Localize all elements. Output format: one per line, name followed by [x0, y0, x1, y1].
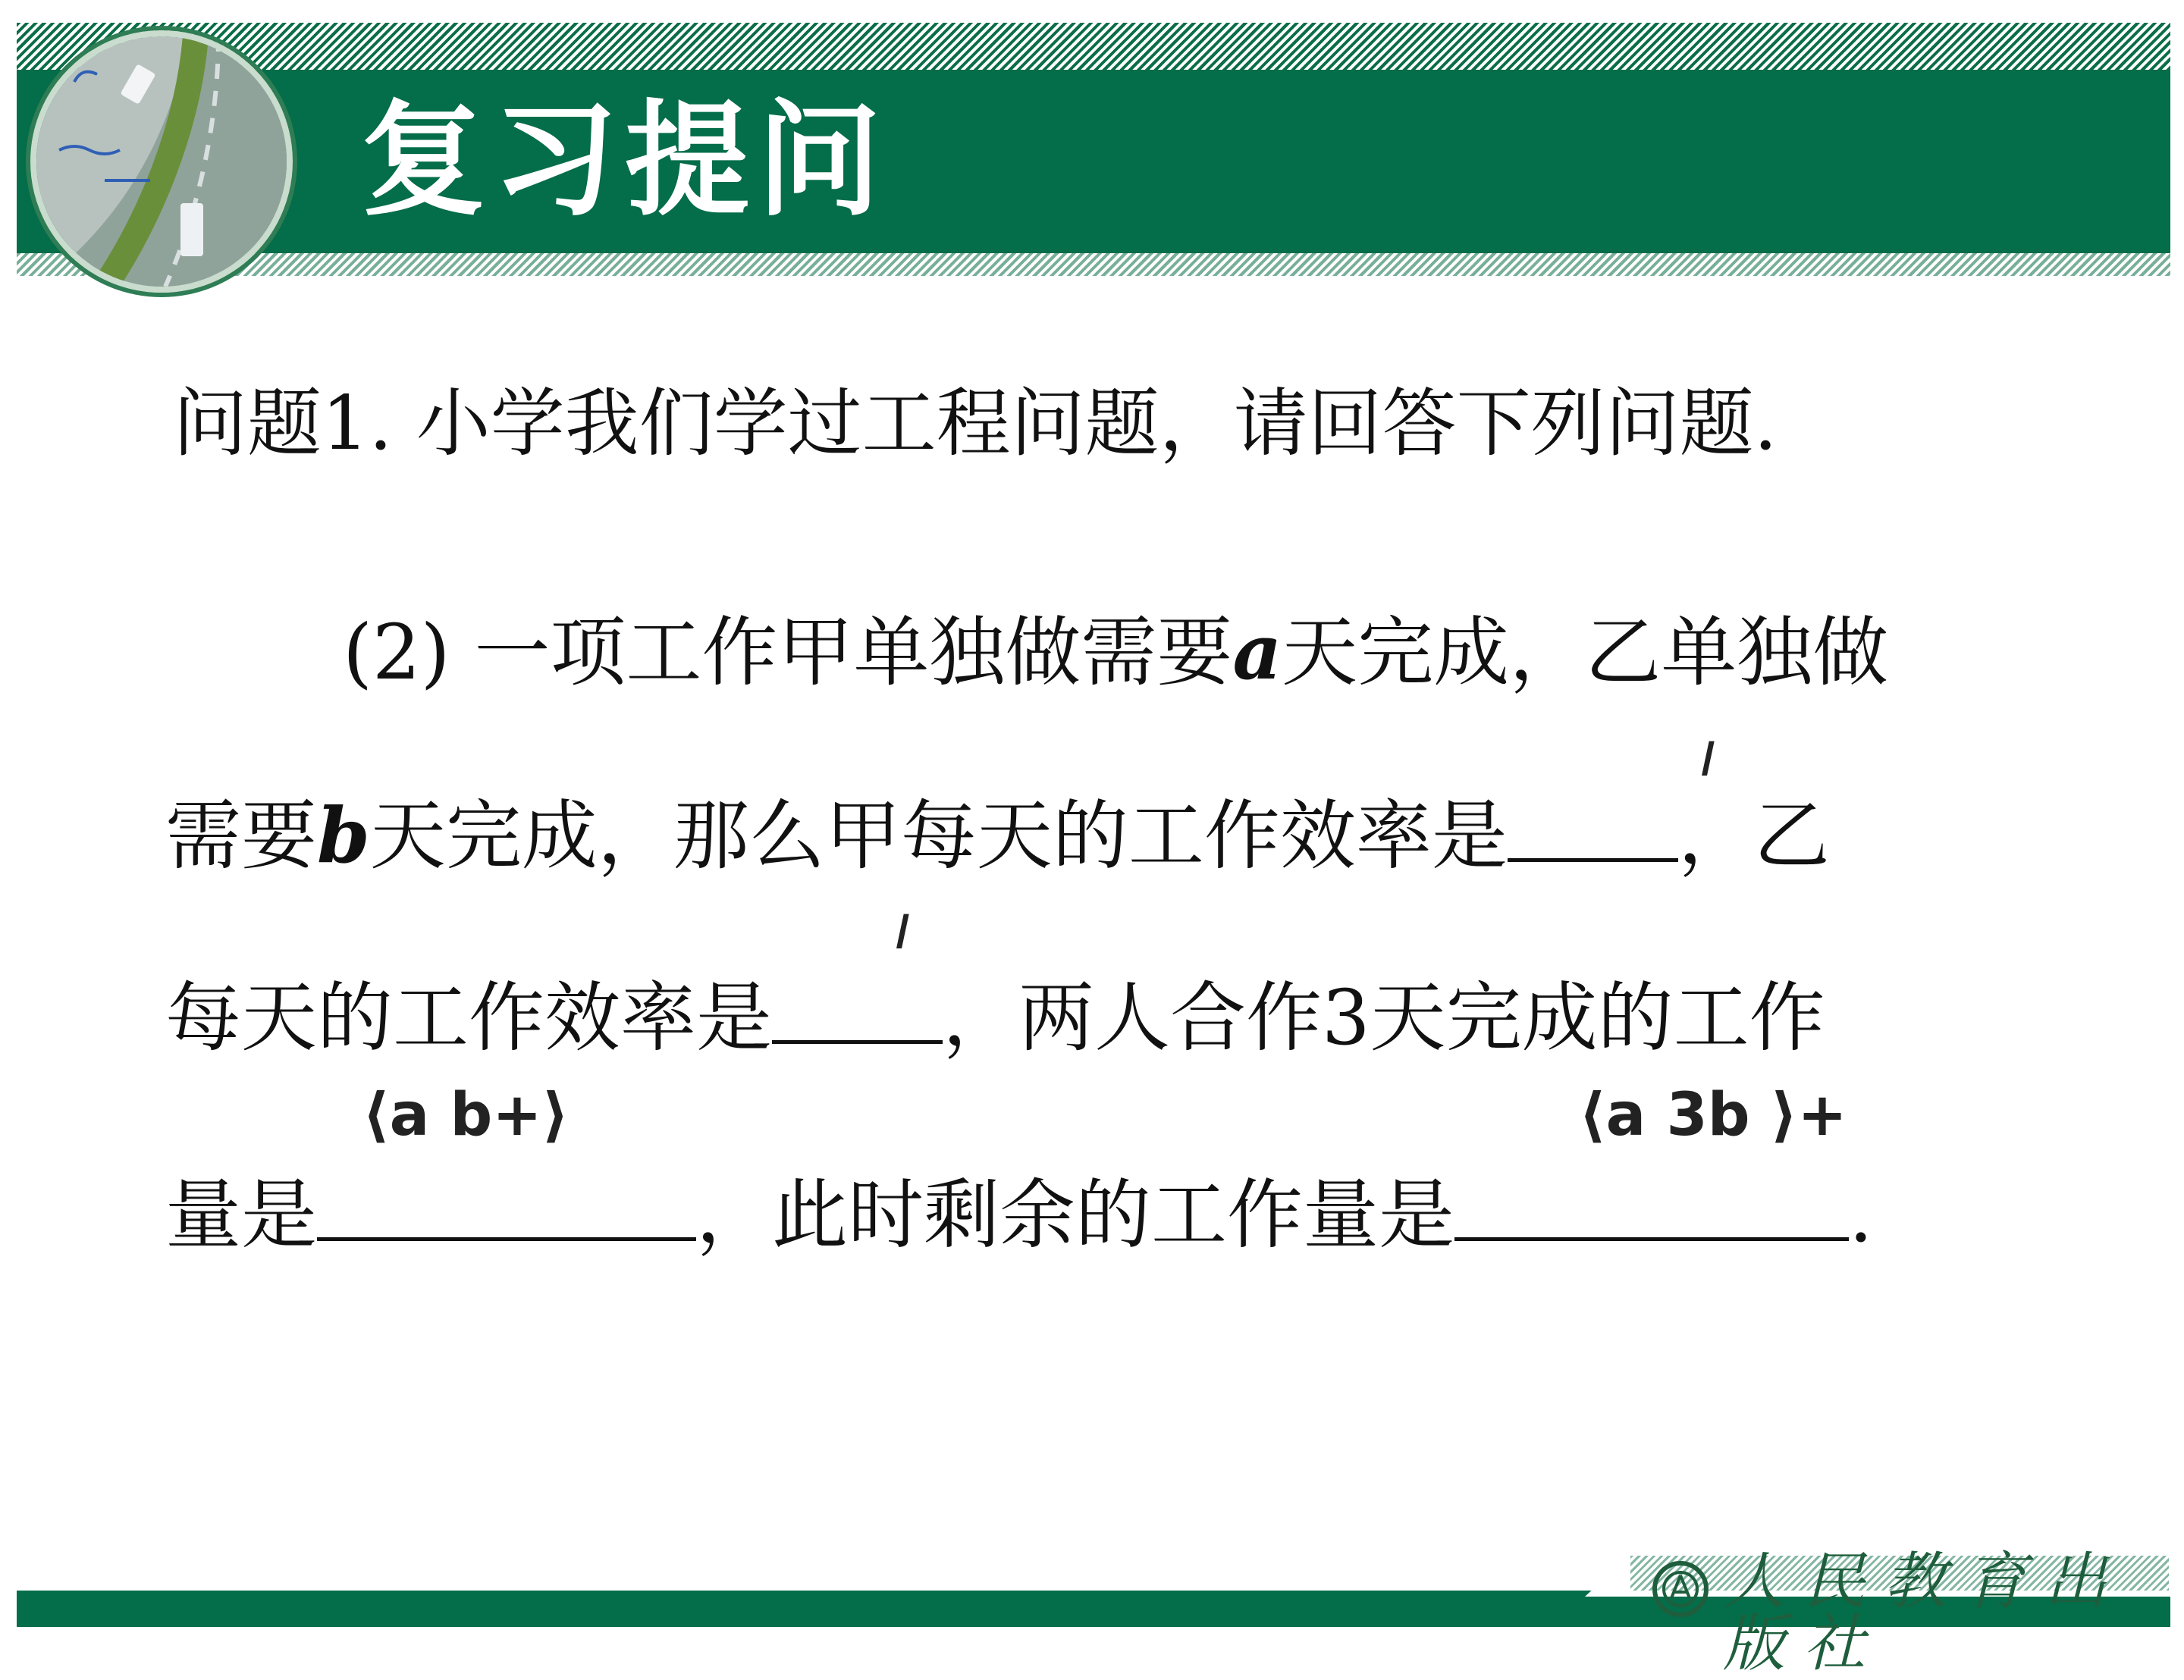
line4-prefix: 每天的工作效率是	[165, 973, 772, 1062]
line5-prefix: 量是	[165, 1171, 317, 1259]
question-heading: 问题1. 小学我们学过工程问题，请回答下列问题.	[173, 381, 1778, 467]
answer-fragment-3: ⟨a b+⟩	[362, 1081, 570, 1149]
answer-blank-2[interactable]	[772, 978, 943, 1044]
line3-prefix: 需要	[165, 791, 317, 880]
publisher-name: 人民教育出版社	[1723, 1546, 2125, 1680]
header-banner	[17, 70, 2170, 253]
pep-logo-icon	[1650, 1559, 1711, 1619]
slide-title: 复习提问	[361, 88, 890, 233]
question-line-2	[343, 607, 1889, 697]
line5-middle: ，此时剩余的工作量是	[696, 1171, 1454, 1259]
answer-fragment-4: ⟨a 3b ⟩+	[1579, 1081, 1847, 1149]
header-stripe	[17, 23, 2170, 70]
variable-a: a	[1232, 607, 1282, 697]
answer-fragment-2: 𝑙	[896, 906, 908, 959]
answer-blank-1[interactable]	[1508, 796, 1678, 862]
road-formula-image	[30, 30, 293, 293]
variable-b: b	[317, 791, 370, 880]
answer-blank-4[interactable]	[1454, 1175, 1849, 1241]
header-divider	[17, 253, 2170, 276]
line2-prefix: (2) 一项工作甲单独做需要	[343, 608, 1233, 697]
answer-blank-3[interactable]	[317, 1175, 696, 1241]
line3-middle: 天完成，那么甲每天的工作效率是	[369, 791, 1508, 880]
question-line-4	[165, 973, 1825, 1062]
question-line-5	[165, 1171, 1873, 1259]
line3-suffix: ，乙	[1677, 791, 1830, 880]
line4-suffix: ，两人合作3天完成的工作	[943, 973, 1825, 1062]
answer-fragment-1: 𝑙	[1702, 733, 1714, 786]
question-line-3	[165, 791, 1830, 880]
line2-suffix: 天完成，乙单独做	[1282, 608, 1889, 697]
line5-suffix: .	[1849, 1171, 1873, 1259]
